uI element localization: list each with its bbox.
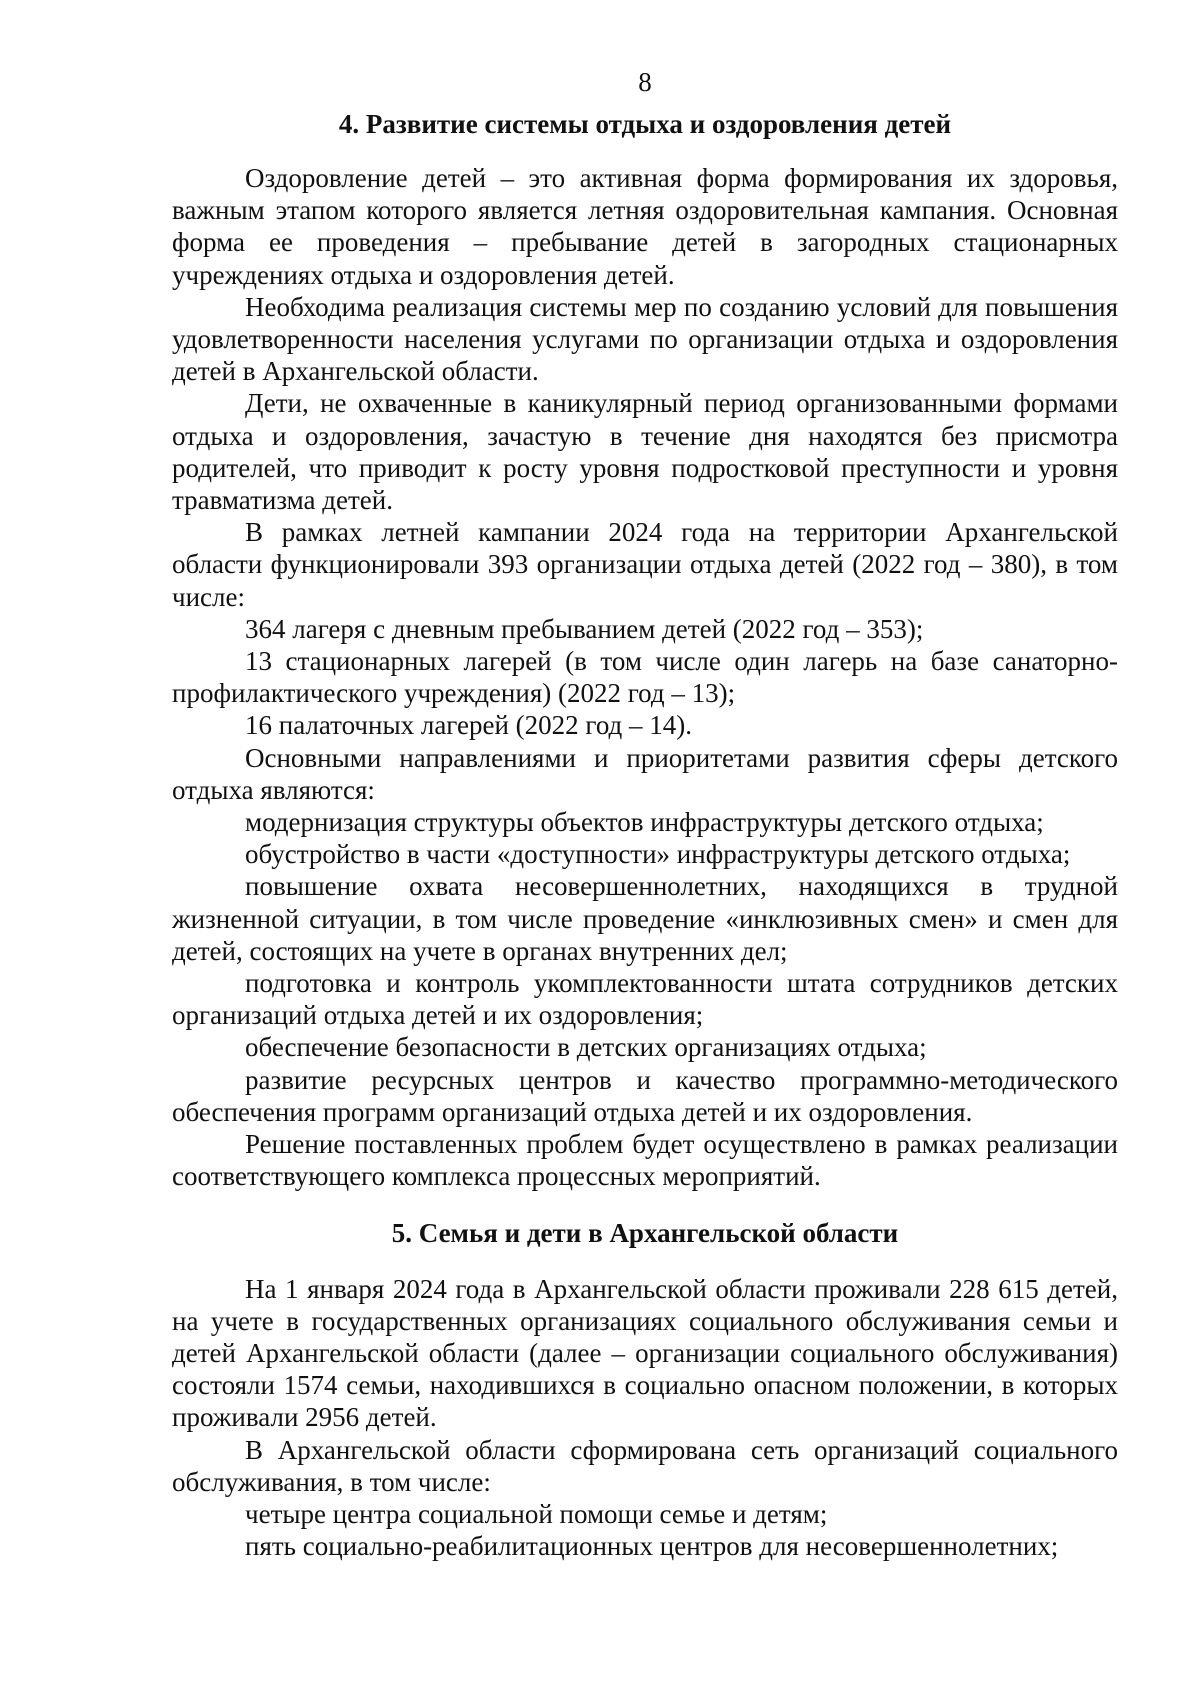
list-item: 16 палаточных лагерей (2022 год – 14). (245, 710, 693, 741)
paragraph: Оздоровление детей – это активная форма формирования их здоровья, важным этапом которого является летняя оздоровительная кампания. Основная форма ее проведения – пребывание детей в загородных стационарных учреждениях отдыха и оздоровления детей. (172, 163, 1118, 290)
list-item: обустройство в части «доступности» инфраструктуры детского отдыха; (245, 839, 1071, 870)
section-heading-family-and-children: 5. Семья и дети в Архангельской области (391, 1217, 899, 1248)
list-item: 13 стационарных лагерей (в том числе один лагерь на базе санаторно-профилактического учреждения) (2022 год – 13); (172, 646, 1118, 709)
paragraph: Основными направлениями и приоритетами развития сферы детского отдыха являются: (172, 742, 1118, 805)
list-item: модернизация структуры объектов инфраструктуры детского отдыха; (245, 807, 1044, 838)
list-item: пять социально-реабилитационных центров для несовершеннолетних; (245, 1531, 1059, 1562)
list-item: обеспечение безопасности в детских организациях отдыха; (245, 1032, 927, 1063)
section-body-family-and-children (172, 1273, 1118, 1563)
page-number: 8 (638, 67, 652, 97)
list-item: подготовка и контроль укомплектованности штата сотрудников детских организаций отдыха детей и их оздоровления; (172, 968, 1118, 1031)
document-page (172, 66, 1118, 1562)
list-item: повышение охвата несовершеннолетних, находящихся в трудной жизненной ситуации, в том числе проведение «инклюзивных смен» и смен для детей, состоящих на учете в органах внутренних дел; (172, 871, 1118, 966)
list-item: развитие ресурсных центров и качество программно-методического обеспечения программ организаций отдыха детей и их оздоровления. (172, 1064, 1118, 1127)
section-body-children-recreation (172, 162, 1118, 1193)
list-item: четыре центра социальной помощи семье и детям; (245, 1498, 828, 1529)
list-item: 364 лагеря с дневным пребыванием детей (2022 год – 353); (245, 613, 924, 644)
paragraph: Необходима реализация системы мер по созданию условий для повышения удовлетворенности населения услугами по организации отдыха и оздоровления детей в Архангельской области. (172, 291, 1118, 387)
section-heading-children-recreation: 4. Развитие системы отдыха и оздоровления детей (338, 109, 952, 139)
paragraph: Решение поставленных проблем будет осуществлено в рамках реализации соответствующего комплекса процессных мероприятий. (172, 1129, 1118, 1192)
paragraph: Дети, не охваченные в каникулярный период организованными формами отдыха и оздоровления, зачастую в течение дня находятся без присмотра родителей, что приводит к росту уровня подростковой преступности и уровня травматизма детей. (172, 388, 1118, 516)
paragraph: На 1 января 2024 года в Архангельской области проживали 228 615 детей, на учете в государственных организациях социального обслуживания семьи и детей Архангельской области (далее – организации социального обслуживания) состояли 1574 семьи, находившихся в социально опасном положении, в которых проживали 2956 детей. (172, 1273, 1118, 1433)
paragraph: В рамках летней кампании 2024 года на территории Архангельской области функционировали 393 организации отдыха детей (2022 год – 380), в том числе: (172, 517, 1118, 612)
paragraph: В Архангельской области сформирована сеть организаций социального обслуживания, в том числе: (172, 1434, 1118, 1497)
